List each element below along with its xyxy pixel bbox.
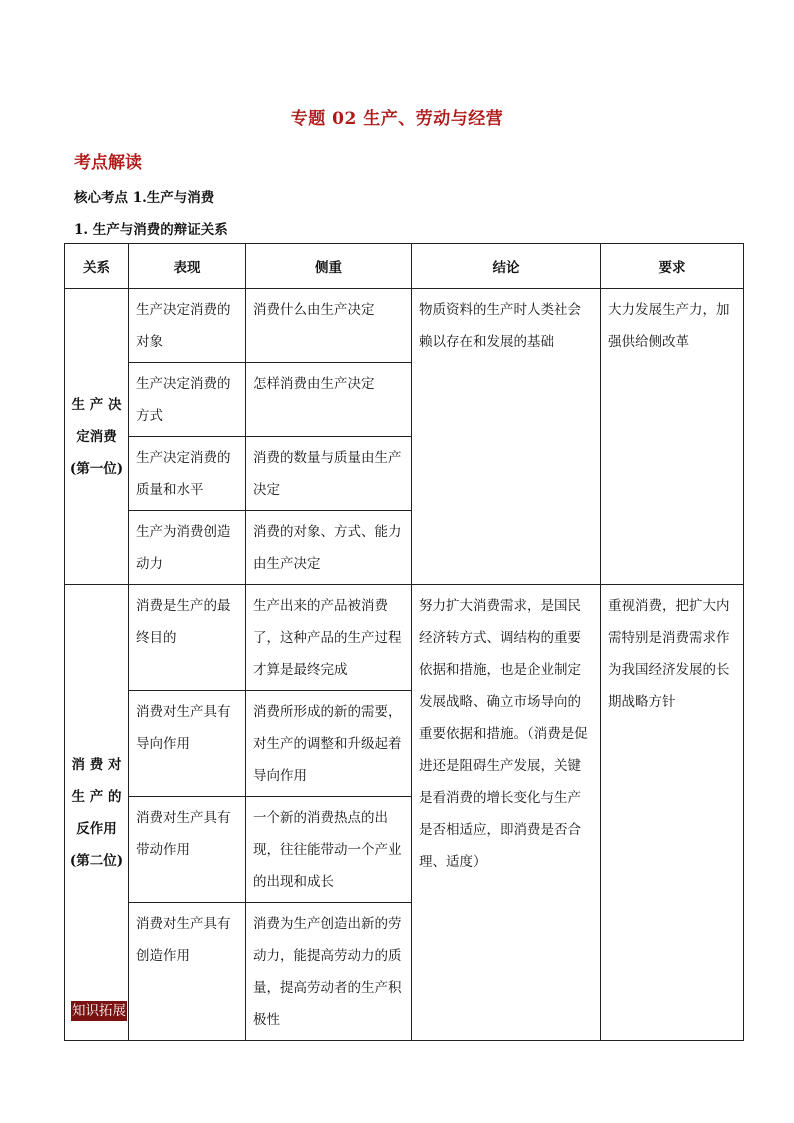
- focus-cell: 怎样消费由生产决定: [246, 363, 412, 437]
- header-performance: 表现: [129, 244, 246, 289]
- section-heading: 考点解读: [74, 153, 142, 173]
- relation-table: [64, 243, 744, 1041]
- performance-cell: 消费对生产具有带动作用: [129, 797, 246, 903]
- performance-cell: 生产决定消费的对象: [129, 289, 246, 363]
- performance-cell: 消费是生产的最终目的: [129, 585, 246, 691]
- focus-cell: 消费的数量与质量由生产决定: [246, 437, 412, 511]
- conclusion-cell: 物质资料的生产时人类社会赖以存在和发展的基础: [412, 289, 601, 585]
- conclusion-cell: 努力扩大消费需求，是国民经济转方式、调结构的重要依据和措施，也是企业制定发展战略、确立市场导向的重要依据和措施。（消费是促进还是阻碍生产发展，关键是看消费的增长变化与生产是否相适应，即消费是否合理、适度）: [412, 585, 601, 1041]
- table-row: [65, 585, 744, 691]
- core-point-heading: 核心考点 1.生产与消费: [74, 190, 215, 206]
- requirement-cell: 大力发展生产力，加强供给侧改革: [601, 289, 744, 585]
- performance-cell: 生产决定消费的质量和水平: [129, 437, 246, 511]
- performance-cell: 消费对生产具有创造作用: [129, 903, 246, 1041]
- focus-cell: 消费所形成的新的需要，对生产的调整和升级起着导向作用: [246, 691, 412, 797]
- table-row: [65, 289, 744, 363]
- focus-cell: 生产出来的产品被消费了，这种产品的生产过程才算是最终完成: [246, 585, 412, 691]
- focus-cell: 消费为生产创造出新的劳动力，能提高劳动力的质量，提高劳动者的生产积极性: [246, 903, 412, 1041]
- header-relation: 关系: [65, 244, 129, 289]
- relation-cell-production: 生 产 决定消费(第一位): [65, 289, 129, 585]
- requirement-cell: 重视消费，把扩大内需特别是消费需求作为我国经济发展的长期战略方针: [601, 585, 744, 1041]
- focus-cell: 消费的对象、方式、能力由生产决定: [246, 511, 412, 585]
- page-title: 专题 02 生产、劳动与经营: [290, 109, 504, 129]
- knowledge-extension-tag: 知识拓展: [72, 1003, 126, 1019]
- focus-cell: 消费什么由生产决定: [246, 289, 412, 363]
- focus-cell: 一个新的消费热点的出现，往往能带动一个产业的出现和成长: [246, 797, 412, 903]
- performance-cell: 生产为消费创造动力: [129, 511, 246, 585]
- header-requirement: 要求: [601, 244, 744, 289]
- table-header-row: [65, 244, 744, 289]
- header-conclusion: 结论: [412, 244, 601, 289]
- performance-cell: 生产决定消费的方式: [129, 363, 246, 437]
- performance-cell: 消费对生产具有导向作用: [129, 691, 246, 797]
- subheading: 1. 生产与消费的辩证关系: [74, 222, 228, 238]
- relation-cell-consumption: 消 费 对生 产 的反作用(第二位): [65, 585, 129, 1041]
- header-focus: 侧重: [246, 244, 412, 289]
